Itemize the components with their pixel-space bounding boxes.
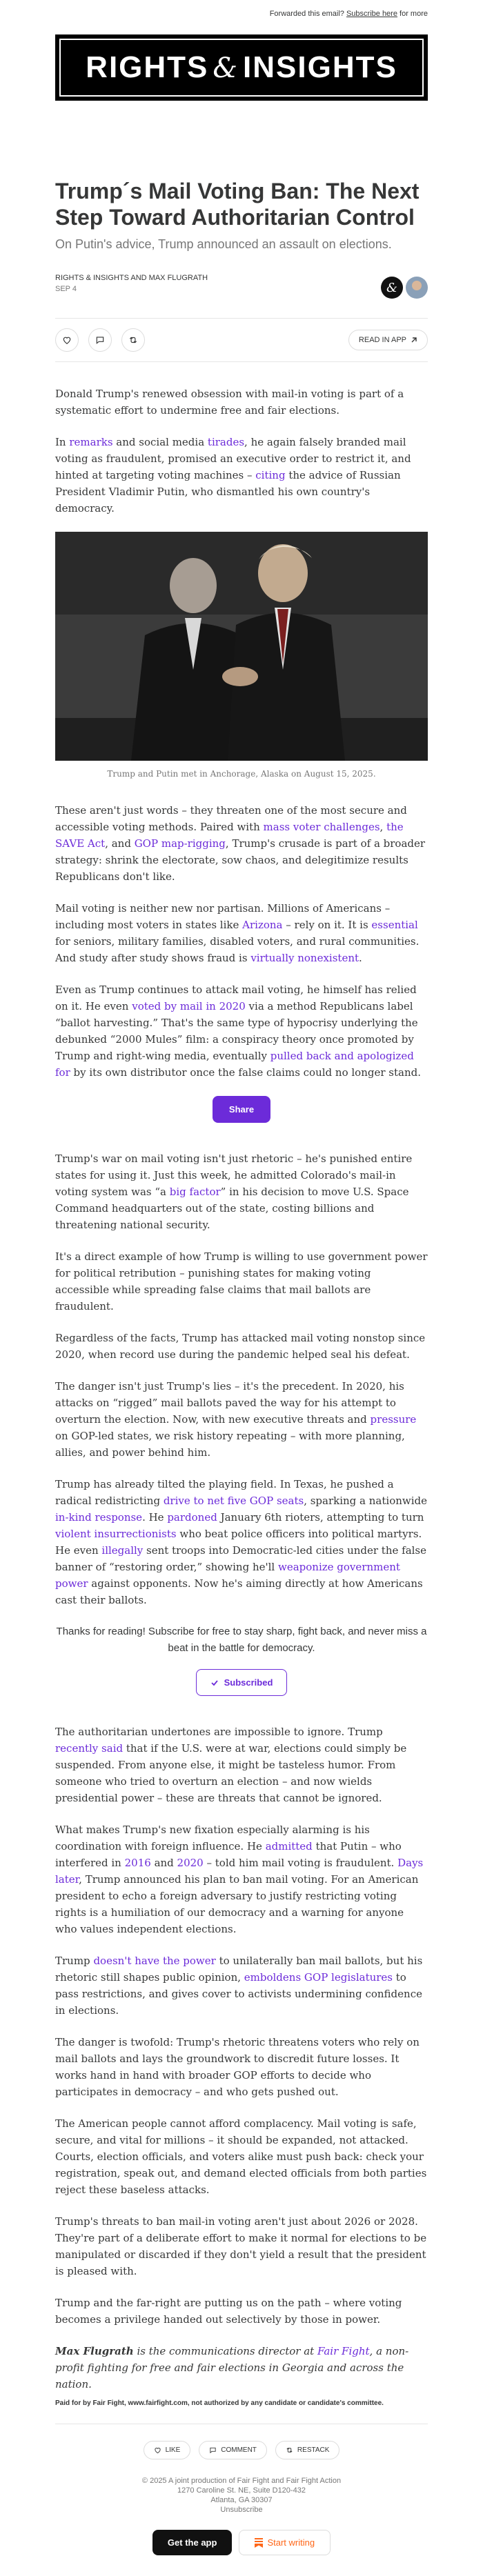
link-2016[interactable]: 2016 xyxy=(124,1857,151,1869)
link-emboldens-gop[interactable]: emboldens GOP legislatures xyxy=(244,1971,393,1984)
link-pressure[interactable]: pressure xyxy=(370,1413,417,1426)
paragraph-14: The danger is twofold: Trump's rhetoric threatens voters who rely on mail ballots and lays the groundwork to discredit future losses. It works hand in hand with broader GOP efforts to decide who participates in democracy – and who gets pushed out. xyxy=(55,2036,420,2098)
bottom-comment-button[interactable]: COMMENT xyxy=(199,2441,267,2459)
link-gop-map-rigging[interactable]: GOP map-rigging xyxy=(134,837,226,850)
byline xyxy=(55,272,208,294)
restack-icon xyxy=(286,2446,293,2454)
unsubscribe-link[interactable]: Unsubscribe xyxy=(220,2506,263,2514)
substack-icon xyxy=(255,2538,263,2548)
link-save-act[interactable]: the SAVE Act xyxy=(55,821,404,850)
paragraph-10: Trump has already tilted the playing field. In Texas, he pushed a radical redistricting drive to net five GOP seats, sparking a nationwide in-kind response. He pardoned January 6th rioters, attempting to turn violent insurrectionists who beat police officers into political martyrs. He even illegally sent troops into Democratic-led cities under the false banner of “restoring order,” showing he'll weaponize government power against opponents. Now he's aiming directly at how Americans cast their ballots. xyxy=(55,1478,428,1606)
copyright: © 2025 A joint production of Fair Fight and Fair Fight Action xyxy=(141,2477,342,2485)
paragraph-2: In remarks and social media tirades, he again falsely branded mail voting as fraudulent, promised an executive order to restrict it, and hinted at targeting voting machines – citing the advice of Russian President Vladimir Putin, who dismantled his own country's democracy. xyxy=(55,436,411,515)
paragraph-12: What makes Trump's new fixation especially alarming is his coordination with foreign influence. He admitted that Putin – who interfered in 2016 and 2020 – told him mail voting is fraudulent. Days later, Trump announced his plan to ban mail voting. For an American president to echo a foreign adversary to justify restricting voting rights is a humiliation of our democracy and a warning for anyone who values independent elections. xyxy=(55,1824,424,1935)
link-virtually-nonexistent[interactable]: virtually nonexistent xyxy=(250,952,359,964)
comment-icon xyxy=(209,2446,217,2454)
paragraph-15: The American people cannot afford complacency. Mail voting is safe, secure, and vital for millions – it should be expanded, not attacked. Courts, election officials, and voters alike must push back: check your registration, speak out, and demand elected officials from both parties reject these baseless attacks. xyxy=(55,2117,427,2196)
check-icon xyxy=(210,1679,219,1687)
link-remarks[interactable]: remarks xyxy=(69,436,113,448)
photo-illustration xyxy=(55,532,428,761)
paragraph-3: These aren't just words – they threaten one of the most secure and accessible voting methods. Paired with mass voter challenges, the SAVE Act, and GOP map-rigging, Trump's crusade is part of a broader strategy: shrink the electorate, sow chaos, and delegitimize results Republicans don't like. xyxy=(55,804,426,883)
author-avatar[interactable] xyxy=(406,277,428,299)
link-2020[interactable]: 2020 xyxy=(177,1857,204,1869)
link-recently-said[interactable]: recently said xyxy=(55,1742,124,1755)
bottom-actions xyxy=(55,2441,428,2459)
link-weaponize[interactable]: weaponize government power xyxy=(55,1561,400,1590)
author-signature: Max Flugrath is the communications director at Fair Fight, a non-profit fighting for free and fair elections in Georgia and across the nation. xyxy=(55,2345,409,2390)
get-app-button[interactable]: Get the app xyxy=(152,2530,233,2555)
authors[interactable]: RIGHTS & INSIGHTS AND MAX FLUGRATH xyxy=(55,274,208,282)
heart-icon xyxy=(62,335,72,345)
link-big-factor[interactable]: big factor xyxy=(169,1186,221,1198)
paragraph-4: Mail voting is neither new nor partisan. Millions of Americans – including most voters in states like Arizona – rely on it. It is essential for seniors, military families, disabled voters, and rural communities. And study after study shows fraud is virtually nonexistent. xyxy=(55,902,420,964)
email-footer xyxy=(55,2476,428,2515)
paragraph-13: Trump doesn't have the power to unilaterally ban mail ballots, but his rhetoric still shapes public opinion, emboldens GOP legislatures to pass restrictions, and gives cover to activists undermining confidence in elections. xyxy=(55,1955,423,2017)
paragraph-1: Donald Trump's renewed obsession with mail-in voting is part of a systematic effort to undermine free and fair elections. xyxy=(55,388,404,417)
post-title[interactable]: Trump´s Mail Voting Ban: The Next Step Toward Authoritarian Control xyxy=(55,179,420,230)
post-actions xyxy=(55,318,428,362)
subscribed-button[interactable]: Subscribed xyxy=(196,1669,288,1696)
restack-button[interactable] xyxy=(121,328,145,352)
forward-bar xyxy=(0,0,483,23)
address-line-1: 1270 Caroline St. NE, Suite D120-432 xyxy=(177,2486,306,2495)
paragraph-5: Even as Trump continues to attack mail voting, he himself has relied on it. He even voted by mail in 2020 via a method Republicans label “ballot harvesting.” That's the same type of hypocrisy underlying the debunked “2000 Mules” film: a conspiracy theory once promoted by Trump and right-wing media, eventually pulled back and apologized for by its own distributor once the false claims could no longer stand. xyxy=(55,984,421,1079)
avatar[interactable]: & xyxy=(381,277,403,299)
subscribe-link[interactable]: Subscribe here xyxy=(346,10,397,18)
subscribe-prompt: Thanks for reading! Subscribe for free to stay sharp, fight back, and never miss a beat in the battle for democracy. xyxy=(56,1626,427,1654)
start-writing-button[interactable]: Start writing xyxy=(239,2530,331,2555)
heart-icon xyxy=(154,2446,161,2454)
trump-putin-photo[interactable] xyxy=(55,532,428,761)
link-drive-five-seats[interactable]: drive to net five GOP seats xyxy=(163,1495,304,1507)
link-days-later[interactable]: Days later xyxy=(55,1857,424,1886)
link-voted-by-mail[interactable]: voted by mail in 2020 xyxy=(132,1000,246,1012)
restack-icon xyxy=(128,335,138,345)
link-citing[interactable]: citing xyxy=(255,469,286,481)
comment-icon xyxy=(95,335,105,345)
paragraph-17: Trump and the far-right are putting us on the path – where voting becomes a privilege handed out selectively by those in power. xyxy=(55,2297,402,2326)
link-arizona[interactable]: Arizona xyxy=(242,919,283,931)
read-in-app-button[interactable]: READ IN APP xyxy=(348,330,428,350)
bottom-like-button[interactable]: LIKE xyxy=(144,2441,191,2459)
paragraph-7: It's a direct example of how Trump is willing to use government power for political retribution – punishing states for making voting accessible while spreading false claims that mail ballots are fraudulent. xyxy=(55,1250,428,1312)
masthead[interactable] xyxy=(55,34,428,101)
link-admitted[interactable]: admitted xyxy=(265,1840,313,1853)
paragraph-11: The authoritarian undertones are impossible to ignore. Trump recently said that if the U.S. were at war, elections could simply be suspended. From anyone else, it might be tasteless humor. From someone who tried to overturn an election – and now wields presidential power – these are threats that cannot be ignored. xyxy=(55,1726,407,1804)
paragraph-6: Trump's war on mail voting isn't just rhetoric – he's punished entire states for using it. Just this week, he admitted Colorado's mail-in voting system was “a big factor” in his decision to move U.S. Space Command headquarters out of the state, costing billions and threatening national security. xyxy=(55,1152,413,1231)
like-button[interactable] xyxy=(55,328,79,352)
post-subtitle: On Putin's advice, Trump announced an assault on elections. xyxy=(55,237,392,251)
share-button[interactable]: Share xyxy=(213,1096,270,1123)
link-tirades[interactable]: tirades xyxy=(207,436,245,448)
forward-text: Forwarded this email? xyxy=(269,10,344,18)
arrow-icon xyxy=(411,337,417,343)
paragraph-9: The danger isn't just Trump's lies – it's the precedent. In 2020, his attacks on “rigged” mail ballots paved the way for his attempt to overturn the election. Now, with new executive threats and pressure on GOP-led states, we risk history repeating – with more planning, allies, and power behind him. xyxy=(55,1380,417,1459)
app-cta xyxy=(55,2530,428,2555)
photo-caption: Trump and Putin met in Anchorage, Alaska on August 15, 2025. xyxy=(107,769,376,779)
link-doesnt-have-power[interactable]: doesn't have the power xyxy=(93,1955,216,1967)
link-violent-insurrectionists[interactable]: violent insurrectionists xyxy=(55,1528,177,1540)
comment-button[interactable] xyxy=(88,328,112,352)
link-illegally[interactable]: illegally xyxy=(101,1544,144,1557)
post-date: SEP 4 xyxy=(55,285,77,293)
link-pulled-back[interactable]: pulled back and apologized for xyxy=(55,1050,414,1079)
address-line-2: Atlanta, GA 30307 xyxy=(210,2496,273,2504)
link-in-kind-response[interactable]: in-kind response xyxy=(55,1511,143,1524)
publication-logo: RIGHTS & INSIGHTS xyxy=(86,50,397,84)
paragraph-8: Regardless of the facts, Trump has attacked mail voting nonstop since 2020, when record use during the pandemic helped seal his defeat. xyxy=(55,1332,426,1361)
link-fair-fight[interactable]: Fair Fight xyxy=(317,2345,370,2357)
link-essential[interactable]: essential xyxy=(371,919,418,931)
paid-by-disclaimer: Paid for by Fair Fight, www.fairfight.com, not authorized by any candidate or candidate's committee. xyxy=(55,2399,428,2424)
bottom-restack-button[interactable]: RESTACK xyxy=(275,2441,340,2459)
link-pardoned[interactable]: pardoned xyxy=(167,1511,217,1524)
link-mass-voter-challenges[interactable]: mass voter challenges xyxy=(263,821,380,833)
forward-suffix: for more xyxy=(400,10,428,18)
paragraph-16: Trump's threats to ban mail-in voting aren't just about 2026 or 2028. They're part of a deliberate effort to make it normal for elections to be manipulated or discarded if they don't yield a result that the president is pleased with. xyxy=(55,2215,427,2277)
